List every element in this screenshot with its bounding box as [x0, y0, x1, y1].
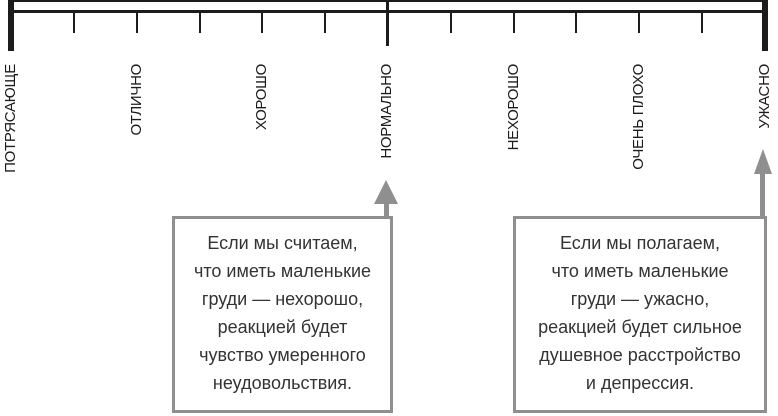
scale-tick: [513, 10, 515, 33]
note-line: душевное расстройство: [539, 345, 741, 365]
up-arrow-icon: [754, 149, 772, 174]
ruler-center-tick: [386, 0, 389, 46]
scale-tick: [324, 10, 326, 33]
note-line: чувство умеренного: [199, 345, 366, 365]
note-line: что иметь маленькие: [193, 261, 372, 281]
note-line: реакцией будет сильное: [538, 317, 742, 337]
scale-tick: [199, 10, 201, 33]
ruler-left-end-bar: [8, 0, 14, 51]
scale-tick: [261, 10, 263, 33]
scale-tick: [73, 10, 75, 33]
rating-scale-figure: ПОТРЯСАЮЩЕ ОТЛИЧНО ХОРОШО НОРМАЛЬНО НЕХОРОШО ОЧЕНЬ ПЛОХО УЖАСНО Если мы считаем, что иметь маленькие груди — нехорошо, реакцией будет чувство умеренного неудовольствия. Если мы полагаем, что иметь маленькие груди — ужасно, реакцией будет сильное душевное расстройство и депрессия.: [0, 0, 778, 416]
note-line: груди — нехорошо,: [201, 289, 364, 309]
ruler-right-end-bar: [762, 0, 768, 51]
note-line: неудовольствия.: [212, 373, 353, 393]
note-box-nekhorosho-reaction: [172, 216, 393, 413]
note-line: что иметь маленькие: [551, 261, 729, 281]
note-line: груди — ужасно,: [570, 289, 710, 309]
note-line: реакцией будет: [217, 317, 348, 337]
scale-tick: [575, 10, 577, 33]
scale-tick: [136, 10, 138, 33]
arrow-shaft: [384, 202, 389, 217]
scale-tick: [638, 10, 640, 33]
note-line: и депрессия.: [585, 373, 695, 393]
arrow-shaft: [760, 172, 765, 217]
note-line: Если мы полагаем,: [559, 233, 721, 253]
note-box-uzhasno-reaction: [513, 216, 767, 413]
scale-tick: [701, 10, 703, 33]
note-line: Если мы считаем,: [207, 233, 358, 253]
scale-tick: [450, 10, 452, 33]
up-arrow-icon: [374, 180, 398, 204]
